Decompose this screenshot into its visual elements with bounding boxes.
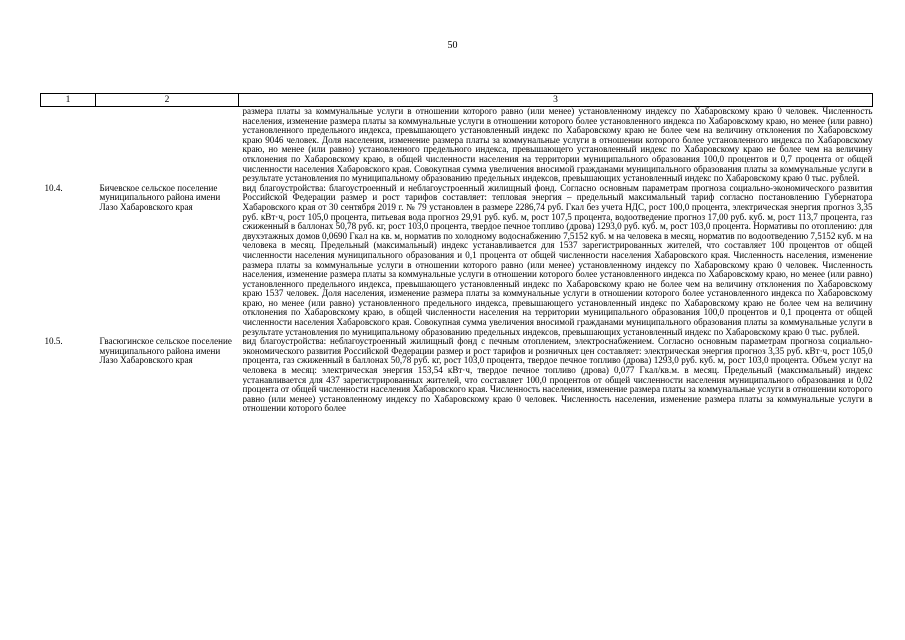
table-row	[41, 107, 873, 184]
row-description: размера платы за коммунальные услуги в отношении которого равно (или менее) установленному индексу по Хабаровскому краю 0 человек. Численность населения, изменение размера платы за коммунальные услуги в отношении которого более установленного индекса по Хабаровскому краю, но менее (или равно) установленного предельного индекса, превышающего установленный индекс по Хабаровскому краю не более чем на величину отклонения по Хабаровскому краю 9046 человек. Доля населения, изменение размера платы за коммунальные услуги в отношении которого более установленного индекса по Хабаровскому краю, но менее (или равно) установленного предельного индекса, превышающего установленный индекс по Хабаровскому краю не более чем на величину отклонения по Хабаровскому краю, в общей численности населения на территории муниципального образования 100,0 процентов и 0,7 процента от общей численности населения Хабаровского края. Совокупная сумма увеличения вносимой гражданами муниципального образования платы за коммунальные услуги в результате установления по муниципальному образованию предельных индексов, превышающих установленный индекс по Хабаровскому краю 0 тыс. рублей.	[242, 106, 873, 184]
table-row	[41, 184, 873, 338]
table-row	[41, 337, 873, 442]
page-number: 50	[447, 40, 458, 51]
column-header-3: 3	[239, 94, 873, 107]
settlement-name: Бичевское сельское поселение муниципального района имени Лазо Хабаровского края	[99, 182, 221, 212]
settlement-name: Гвасюгинское сельское поселение муниципального района имени Лазо Хабаровского края	[99, 336, 232, 366]
table-header-row	[41, 94, 873, 107]
settlement-name	[96, 107, 239, 184]
row-description: вид благоустройства: благоустроенный и неблагоустроенный жилищный фонд. Согласно основным параметрам прогноза социально-экономического развития Российской Федерации размер и рост тарифов составляет: тепловая энергия – предельный максимальный тариф согласно постановлению Губернатора Хабаровского края от 30 сентября 2019 г. № 79 установлен в размере 2286,74 руб. Гкал без учета НДС, рост 100,0 процента, электрическая энергия прогноз 3,35 руб. кВт·ч, рост 105,0 процента, питьевая вода прогноз 29,91 руб. куб. м, рост 107,5 процента, водоотведение прогноз 17,00 руб. куб. м, рост 113,7 процента, газ сжиженный в баллонах 50,78 руб. кг, рост 103,0 процента, твердое печное топливо (дрова) 1293,0 руб. куб. м, рост 103,0 процента. Нормативы по отоплению: для двухэтажных домов 0,0690 Гкал на кв. м, норматив по холодному водоснабжению 7,5152 куб. м на человека в месяц, норматив по водоотведению 7,5152 куб. м на человека в месяц. Предельный (максимальный) индекс устанавливается для 1537 зарегистрированных жителей, что составляет 100 процентов от общей численности населения муниципального образования и 0,1 процента от общей численности населения Хабаровского края. Численность населения, изменение размера платы за коммунальные услуги в отношении которого равно (или менее) установленному индексу по Хабаровскому краю 0 человек. Численность населения, изменение размера платы за коммунальные услуги в отношении которого более установленного индекса по Хабаровскому краю, но менее (или равно) установленного предельного индекса, превышающего установленный индекс по Хабаровскому краю не более чем на величину отклонения по Хабаровскому краю 1537 человек. Доля населения, изменение размера платы за коммунальные услуги в отношении которого более установленного индекса по Хабаровскому краю, но менее (или равно) установленного предельного индекса, превышающего установленный индекс по Хабаровскому краю не более чем на величину отклонения по Хабаровскому краю, в общей численности населения на территории муниципального образования 100,0 процентов и 0,1 процента от общей численности населения Хабаровского края. Совокупная сумма увеличения вносимой гражданами муниципального образования платы за коммунальные услуги в результате установления по муниципальному образованию предельных индексов, превышающих установленный индекс по Хабаровскому краю 0 тыс. рублей.	[242, 182, 873, 337]
row-number: 10.5.	[44, 336, 63, 347]
row-number	[41, 107, 96, 184]
row-description	[239, 337, 873, 442]
row-description-text: вид благоустройства: неблагоустроенный жилищный фонд с печным отоплением, электроснабжением. Согласно основным параметрам прогноза социально-экономического развития Российской Федерации размер и рост тарифов и розничных цен составляет: электрическая энергия прогноз 3,35 руб. кВт·ч, рост 105,0 процента, газ сжиженный в баллонах 50,78 руб. кг, рост 103,0 процента, твердое печное топливо (дрова) 1293,0 руб. куб. м, рост 103,0 процента. Объем услуг на человека в месяц: электрическая энергия 153,54 кВт·ч, твердое печное топливо (дрова) 0,077 Гкал/кв.м. в месяц. Предельный (максимальный) индекс устанавливается для 437 зарегистрированных жителей, что составляет 100,0 процентов от общей численности населения муниципального образования и 0,02 процента от общей численности населения Хабаровского края. Численность населения, изменение размера платы за коммунальные услуги в отношении которого равно (или менее) установленному индексу по Хабаровскому краю 0 человек. Численность населения, изменение размера платы за коммунальные услуги в отношении которого более	[242, 337, 873, 414]
column-header-2: 2	[96, 94, 239, 107]
document-table	[40, 93, 873, 442]
row-number: 10.4.	[44, 182, 63, 193]
column-header-1: 1	[41, 94, 96, 107]
